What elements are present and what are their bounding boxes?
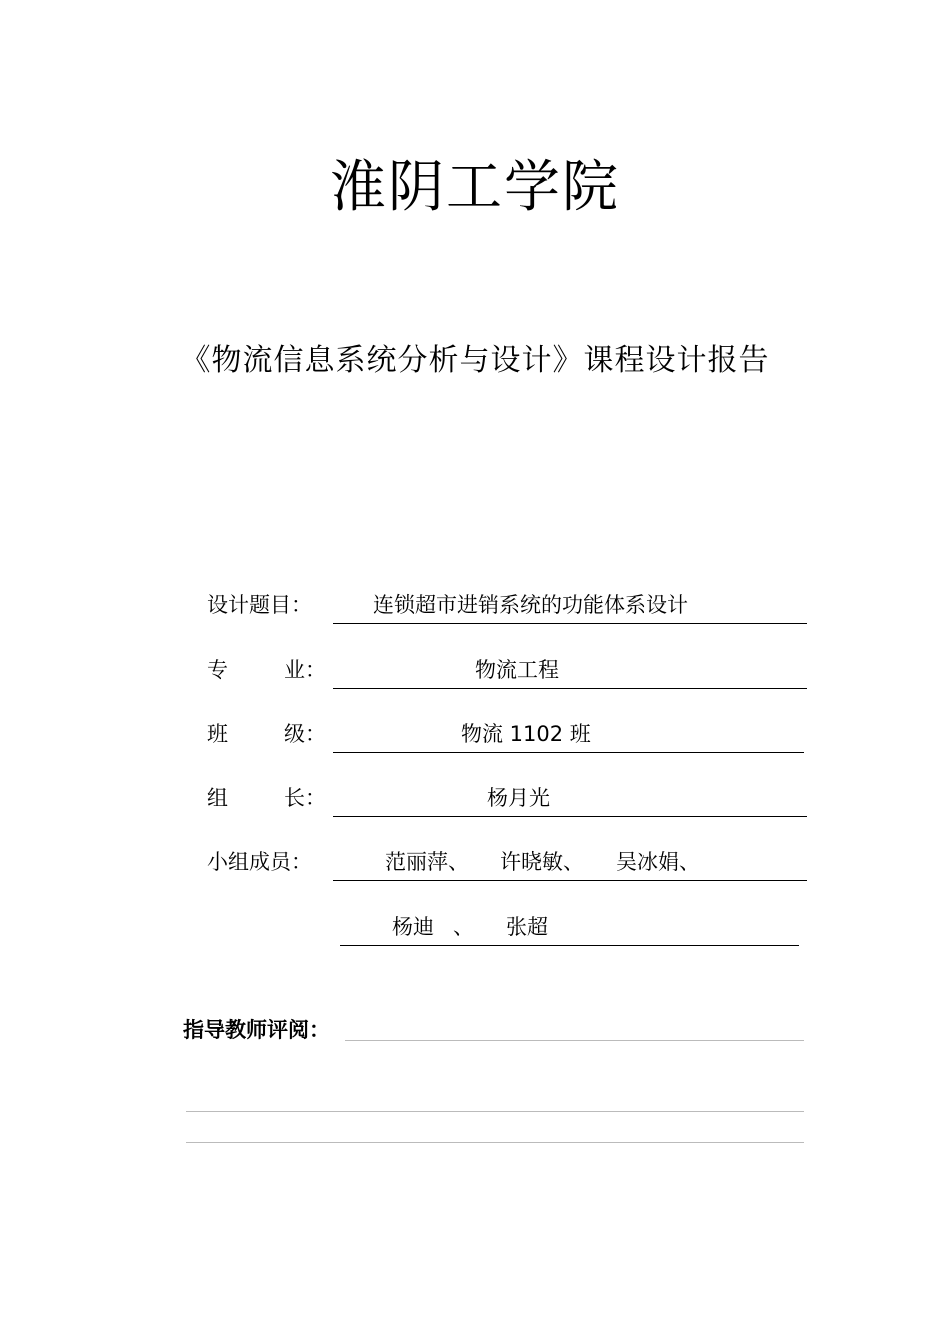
- member-name: 许晓敏、: [500, 850, 584, 874]
- review-line: [345, 1040, 804, 1041]
- leader-label-b: 长：: [284, 786, 326, 810]
- review-line: [186, 1111, 804, 1112]
- review-label: 指导教师评阅：: [183, 1018, 330, 1042]
- member-separator: 、: [453, 915, 474, 939]
- leader-row: [207, 778, 807, 818]
- class-field: [333, 714, 804, 753]
- leader-label-a: 组: [207, 786, 228, 810]
- members-row: [207, 842, 807, 882]
- class-value: 物流 1102 班: [461, 722, 591, 746]
- major-label-a: 专: [207, 658, 228, 682]
- report-title: 《物流信息系统分析与设计》课程设计报告: [180, 343, 770, 378]
- member-name: 吴冰娟、: [616, 850, 700, 874]
- member-name: 范丽萍、: [385, 850, 469, 874]
- class-label-a: 班: [207, 722, 228, 746]
- topic-field: [333, 585, 807, 624]
- topic-row: [207, 585, 807, 625]
- school-name: 淮阴工学院: [330, 155, 620, 220]
- class-row: [207, 714, 807, 754]
- major-field: [333, 650, 807, 689]
- members-field: [333, 842, 807, 881]
- topic-label-text: 设计题目：: [207, 593, 312, 617]
- members-field-continued: [340, 907, 799, 946]
- member-name: 张超: [506, 915, 548, 939]
- review-line: [186, 1142, 804, 1143]
- member-name: 杨迪: [392, 915, 434, 939]
- topic-value: 连锁超市进销系统的功能体系设计: [373, 593, 688, 617]
- class-label-b: 级：: [284, 722, 326, 746]
- leader-field: [333, 778, 807, 817]
- major-label-b: 业：: [284, 658, 326, 682]
- major-row: [207, 650, 807, 690]
- leader-value: 杨月光: [487, 786, 550, 810]
- members-label-text: 小组成员：: [207, 850, 312, 874]
- major-value: 物流工程: [475, 658, 559, 682]
